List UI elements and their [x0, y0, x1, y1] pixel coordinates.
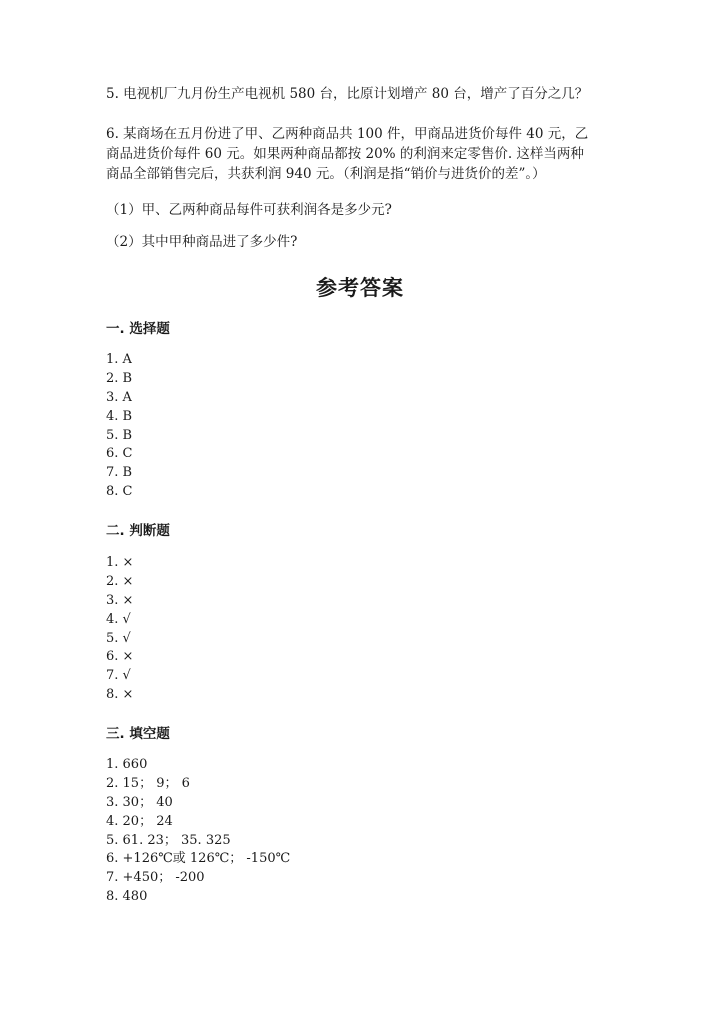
question-6-line-1: 6. 某商场在五月份进了甲、乙两种商品共 100 件，甲商品进货价每件 40 元，乙: [106, 126, 589, 142]
list-item: 5. 61. 23； 35. 325: [106, 832, 231, 848]
list-item: 2. 15； 9； 6: [106, 775, 190, 791]
list-item: 2. ×: [106, 573, 134, 589]
list-item: 1. ×: [106, 555, 134, 570]
question-5: 5. 电视机厂九月份生产电视机 580 台，比原计划增产 80 台，增产了百分之几？: [106, 86, 589, 102]
list-item: 6. ×: [106, 649, 134, 665]
question-6-sub-2: （2）其中甲种商品进了多少件?: [106, 234, 298, 250]
question-6-line-2: 商品进货价每件 60 元。如果两种商品都按 20% 的利润来定零售价. 这样当两种: [106, 146, 584, 162]
list-item: 8. ×: [106, 687, 134, 703]
answer-key-title: 参考答案: [316, 276, 404, 300]
list-item: 3. 30； 40: [106, 794, 173, 810]
list-item: 4. 20； 24: [106, 813, 173, 829]
list-item: 7. +450； -200: [106, 870, 205, 886]
list-item: 8. C: [106, 484, 133, 500]
list-item: 4. √: [106, 611, 131, 627]
question-6: [106, 124, 626, 184]
list-item: 1. A: [106, 352, 132, 367]
judge-answer-list: [106, 554, 133, 705]
list-item: 6. C: [106, 446, 133, 462]
choice-answer-list: [106, 351, 132, 502]
list-item: 7. √: [106, 668, 131, 684]
section-title-choice: 一. 选择题: [106, 321, 170, 337]
list-item: 3. ×: [106, 592, 134, 608]
list-item: 1. 660: [106, 757, 148, 772]
fill-answer-list: [106, 756, 290, 907]
list-item: 7. B: [106, 465, 133, 481]
list-item: 2. B: [106, 370, 133, 386]
list-item: 3. A: [106, 389, 132, 405]
list-item: 5. B: [106, 427, 133, 443]
list-item: 6. +126℃或 126℃； -150℃: [106, 851, 291, 867]
list-item: 8. 480: [106, 889, 148, 905]
section-title-fill: 三. 填空题: [106, 726, 170, 742]
question-6-line-3: 商品全部销售完后，共获利润 940 元。（利润是指“销价与进货价的差”。）: [106, 166, 546, 182]
section-title-judge: 二. 判断题: [106, 523, 170, 539]
list-item: 4. B: [106, 408, 133, 424]
list-item: 5. √: [106, 630, 131, 646]
question-6-sub-1: （1）甲、乙两种商品每件可获利润各是多少元?: [106, 202, 392, 218]
